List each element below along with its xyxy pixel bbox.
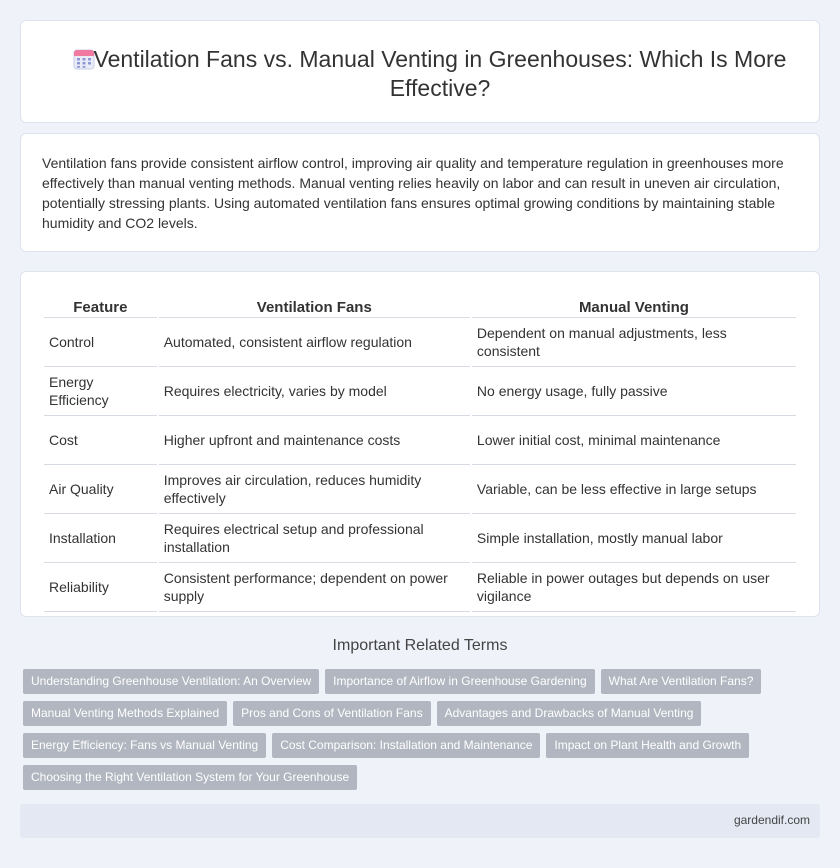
header-ventilation-fans: Ventilation Fans — [159, 296, 470, 318]
table-cell: Simple installation, mostly manual labor — [472, 514, 796, 563]
tag-importance-of-airflow[interactable]: Importance of Airflow in Greenhouse Gardening — [325, 669, 594, 694]
tag-manual-venting-drawbacks[interactable]: Advantages and Drawbacks of Manual Venting — [437, 701, 702, 726]
table-cell: Requires electrical setup and professional installation — [159, 514, 470, 563]
table-cell: Air Quality — [44, 465, 157, 514]
tag-what-are-fans[interactable]: What Are Ventilation Fans? — [601, 669, 762, 694]
header-feature: Feature — [44, 296, 157, 318]
tag-energy-efficiency[interactable]: Energy Efficiency: Fans vs Manual Venting — [23, 733, 266, 758]
table-cell: Consistent performance; dependent on power supply — [159, 563, 470, 612]
table-cell: Control — [44, 318, 157, 367]
header-card — [20, 20, 820, 123]
related-terms-tags — [23, 669, 803, 797]
table-cell: Cost — [44, 416, 157, 465]
intro-card — [20, 133, 820, 252]
table-row — [44, 318, 796, 367]
tag-pros-cons-fans[interactable]: Pros and Cons of Ventilation Fans — [233, 701, 430, 726]
footer-site-link[interactable]: gardendif.com — [733, 813, 810, 827]
tag-manual-venting-methods[interactable]: Manual Venting Methods Explained — [23, 701, 227, 726]
page-title: Ventilation Fans vs. Manual Venting in Greenhouses: Which Is More Effective? — [93, 46, 787, 101]
table-row — [44, 416, 796, 465]
footer — [20, 804, 820, 838]
table-cell: Lower initial cost, minimal maintenance — [472, 416, 796, 465]
tag-cost-comparison[interactable]: Cost Comparison: Installation and Maintenance — [272, 733, 540, 758]
table-cell: Automated, consistent airflow regulation — [159, 318, 470, 367]
table-cell: Improves air circulation, reduces humidity effectively — [159, 465, 470, 514]
tag-choosing-system[interactable]: Choosing the Right Ventilation System for Your Greenhouse — [23, 765, 357, 790]
comparison-card — [20, 271, 820, 617]
intro-paragraph: Ventilation fans provide consistent airflow control, improving air quality and temperature regulation in greenhouses more effectively than manual venting methods. Manual venting relies heavily on labor and can result in uneven air circulation, potentially stressing plants. Using automated ventilation fans ensures optimal growing conditions by maintaining stable humidity and CO2 levels. — [42, 155, 784, 231]
table-cell: Energy Efficiency — [44, 367, 157, 416]
table-cell: Dependent on manual adjustments, less consistent — [472, 318, 796, 367]
table-cell: Reliable in power outages but depends on user vigilance — [472, 563, 796, 612]
table-row — [44, 563, 796, 612]
related-terms-title: Important Related Terms — [332, 637, 508, 654]
comparison-table — [42, 296, 798, 612]
table-row — [44, 367, 796, 416]
table-cell: No energy usage, fully passive — [472, 367, 796, 416]
table-cell: Reliability — [44, 563, 157, 612]
table-cell: Higher upfront and maintenance costs — [159, 416, 470, 465]
table-cell: Variable, can be less effective in large setups — [472, 465, 796, 514]
table-header-row — [44, 296, 796, 318]
tag-understanding-ventilation[interactable]: Understanding Greenhouse Ventilation: An Overview — [23, 669, 319, 694]
table-row — [44, 514, 796, 563]
table-cell: Installation — [44, 514, 157, 563]
table-row — [44, 465, 796, 514]
header-manual-venting: Manual Venting — [472, 296, 796, 318]
table-cell: Requires electricity, varies by model — [159, 367, 470, 416]
tag-plant-health[interactable]: Impact on Plant Health and Growth — [546, 733, 749, 758]
